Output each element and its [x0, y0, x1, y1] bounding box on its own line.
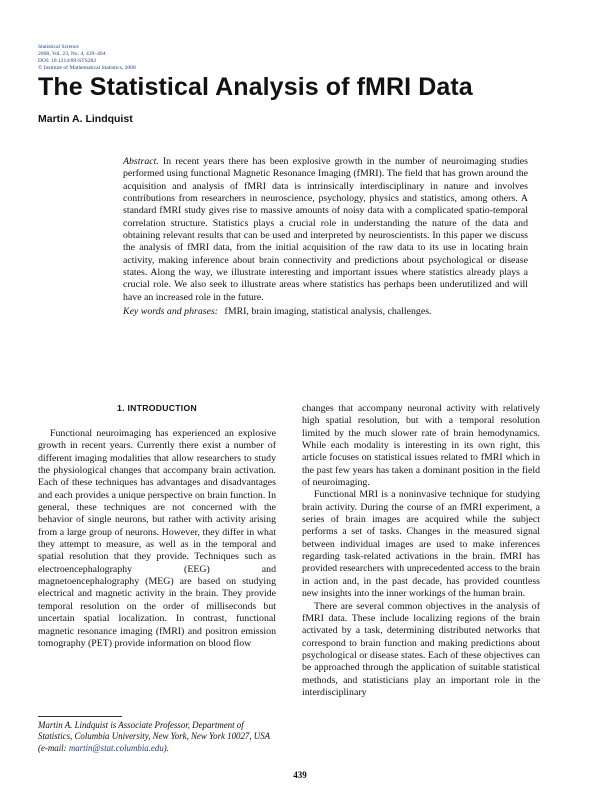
abstract	[123, 156, 528, 318]
journal-metadata	[38, 44, 136, 72]
body-paragraph: There are several common objectives in the analysis of fMRI data. These include localizing regions of the brain activated by a task, determining distributed networks that correspond to brain function and making predictions about psychological or disease states. Each of these objectives can be approached through the application of suitable statistical methods, and statisticians play an important role in the interdisciplinary	[302, 600, 540, 698]
paper-title: The Statistical Analysis of fMRI Data	[38, 73, 473, 101]
abstract-text: In recent years there has been explosive growth in the number of neuroimaging studies performed using functional Magnetic Resonance Imaging (fMRI). The field that has grown around the acquisition and analysis of fMRI data is intrinsically interdisciplinary in nature and involves contributions from researchers in neuroscience, psychology, physics and statistics, among others. A standard fMRI study gives rise to massive amounts of noisy data with a complicated spatio-temporal correlation structure. Statistics plays a crucial role in understanding the nature of the data and obtaining relevant results that can be used and interpreted by neuroscientists. In this paper we discuss the analysis of fMRI data, from the initial acquisition of the raw data to its use in locating brain activity, making inference about brain connectivity and predictions about psychological or disease states. Along the way, we illustrate interesting and important issues where statistics already plays a crucial role. We also seek to illustrate areas where statistics has perhaps been underutilized and will have an increased role in the future.	[123, 156, 528, 303]
author-email-link[interactable]: martin@stat.columbia.edu	[68, 742, 164, 753]
body-paragraph: Functional MRI is a noninvasive technique for studying brain activity. During the course of an fMRI experiment, a series of brain images are acquired while the subject performs a set of tasks. Changes in the measured signal between individual images are used to make inferences regarding task-related activations in the brain. fMRI has provided researchers with unprecedented access to the brain in action and, in the past decade, has provided countless new insights into the inner workings of the human brain.	[302, 489, 540, 600]
journal-copyright: © Institute of Mathematical Statistics, 2008	[38, 65, 136, 71]
keywords-line	[123, 306, 528, 318]
section-heading: 1. INTRODUCTION	[117, 403, 197, 413]
right-column	[302, 403, 540, 699]
abstract-paragraph	[123, 156, 528, 304]
footnote-closing: ).	[163, 742, 169, 753]
author-name: Martin A. Lindquist	[38, 113, 133, 125]
journal-name: Statistical Science	[38, 44, 79, 50]
body-paragraph: Functional neuroimaging has experienced an explosive growth in recent years. Currently there exist a number of different imaging modalities that allow researchers to study the physiological changes that accompany brain activation. Each of these techniques has advantages and disadvantages and each provides a unique perspective on brain function. In general, these techniques are not concerned with the behavior of single neurons, but rather with activity arising from a large group of neurons. However, they differ in what they attempt to measure, as well as in the temporal and spatial resolution that they provide. Techniques such as electroencephalography (EEG) and magnetoencephalography (MEG) are based on studying electrical and magnetic activity in the brain. They provide temporal resolution on the order of milliseconds but uncertain spatial localization. In contrast, functional magnetic resonance imaging (fMRI) and positron emission tomography (PET) provide information on blood flow	[38, 428, 276, 649]
journal-volume: 2008, Vol. 23, No. 4, 439–464	[38, 51, 106, 57]
left-column	[38, 428, 276, 650]
journal-doi: DOI: 10.1214/09-STS282	[38, 58, 97, 64]
footnote-text: Martin A. Lindquist is Associate Professor, Department of Statistics, Columbia University, New York, New York 10027, USA (e-mail:	[38, 720, 270, 753]
page-number: 439	[293, 770, 307, 780]
keywords-label: Key words and phrases:	[123, 306, 219, 318]
body-paragraph-continuation: changes that accompany neuronal activity with relatively high spatial resolution, but with a temporal resolution limited by the much slower rate of brain hemodynamics. While each modality is interesting in its own right, this article focuses on statistical issues related to fMRI which in the past few years has taken a dominant position in the field of neuroimaging.	[302, 403, 540, 489]
abstract-label: Abstract.	[123, 156, 159, 167]
keywords-text: fMRI, brain imaging, statistical analysis, challenges.	[224, 306, 432, 318]
footnote-divider	[38, 716, 122, 717]
author-footnote	[38, 720, 278, 754]
